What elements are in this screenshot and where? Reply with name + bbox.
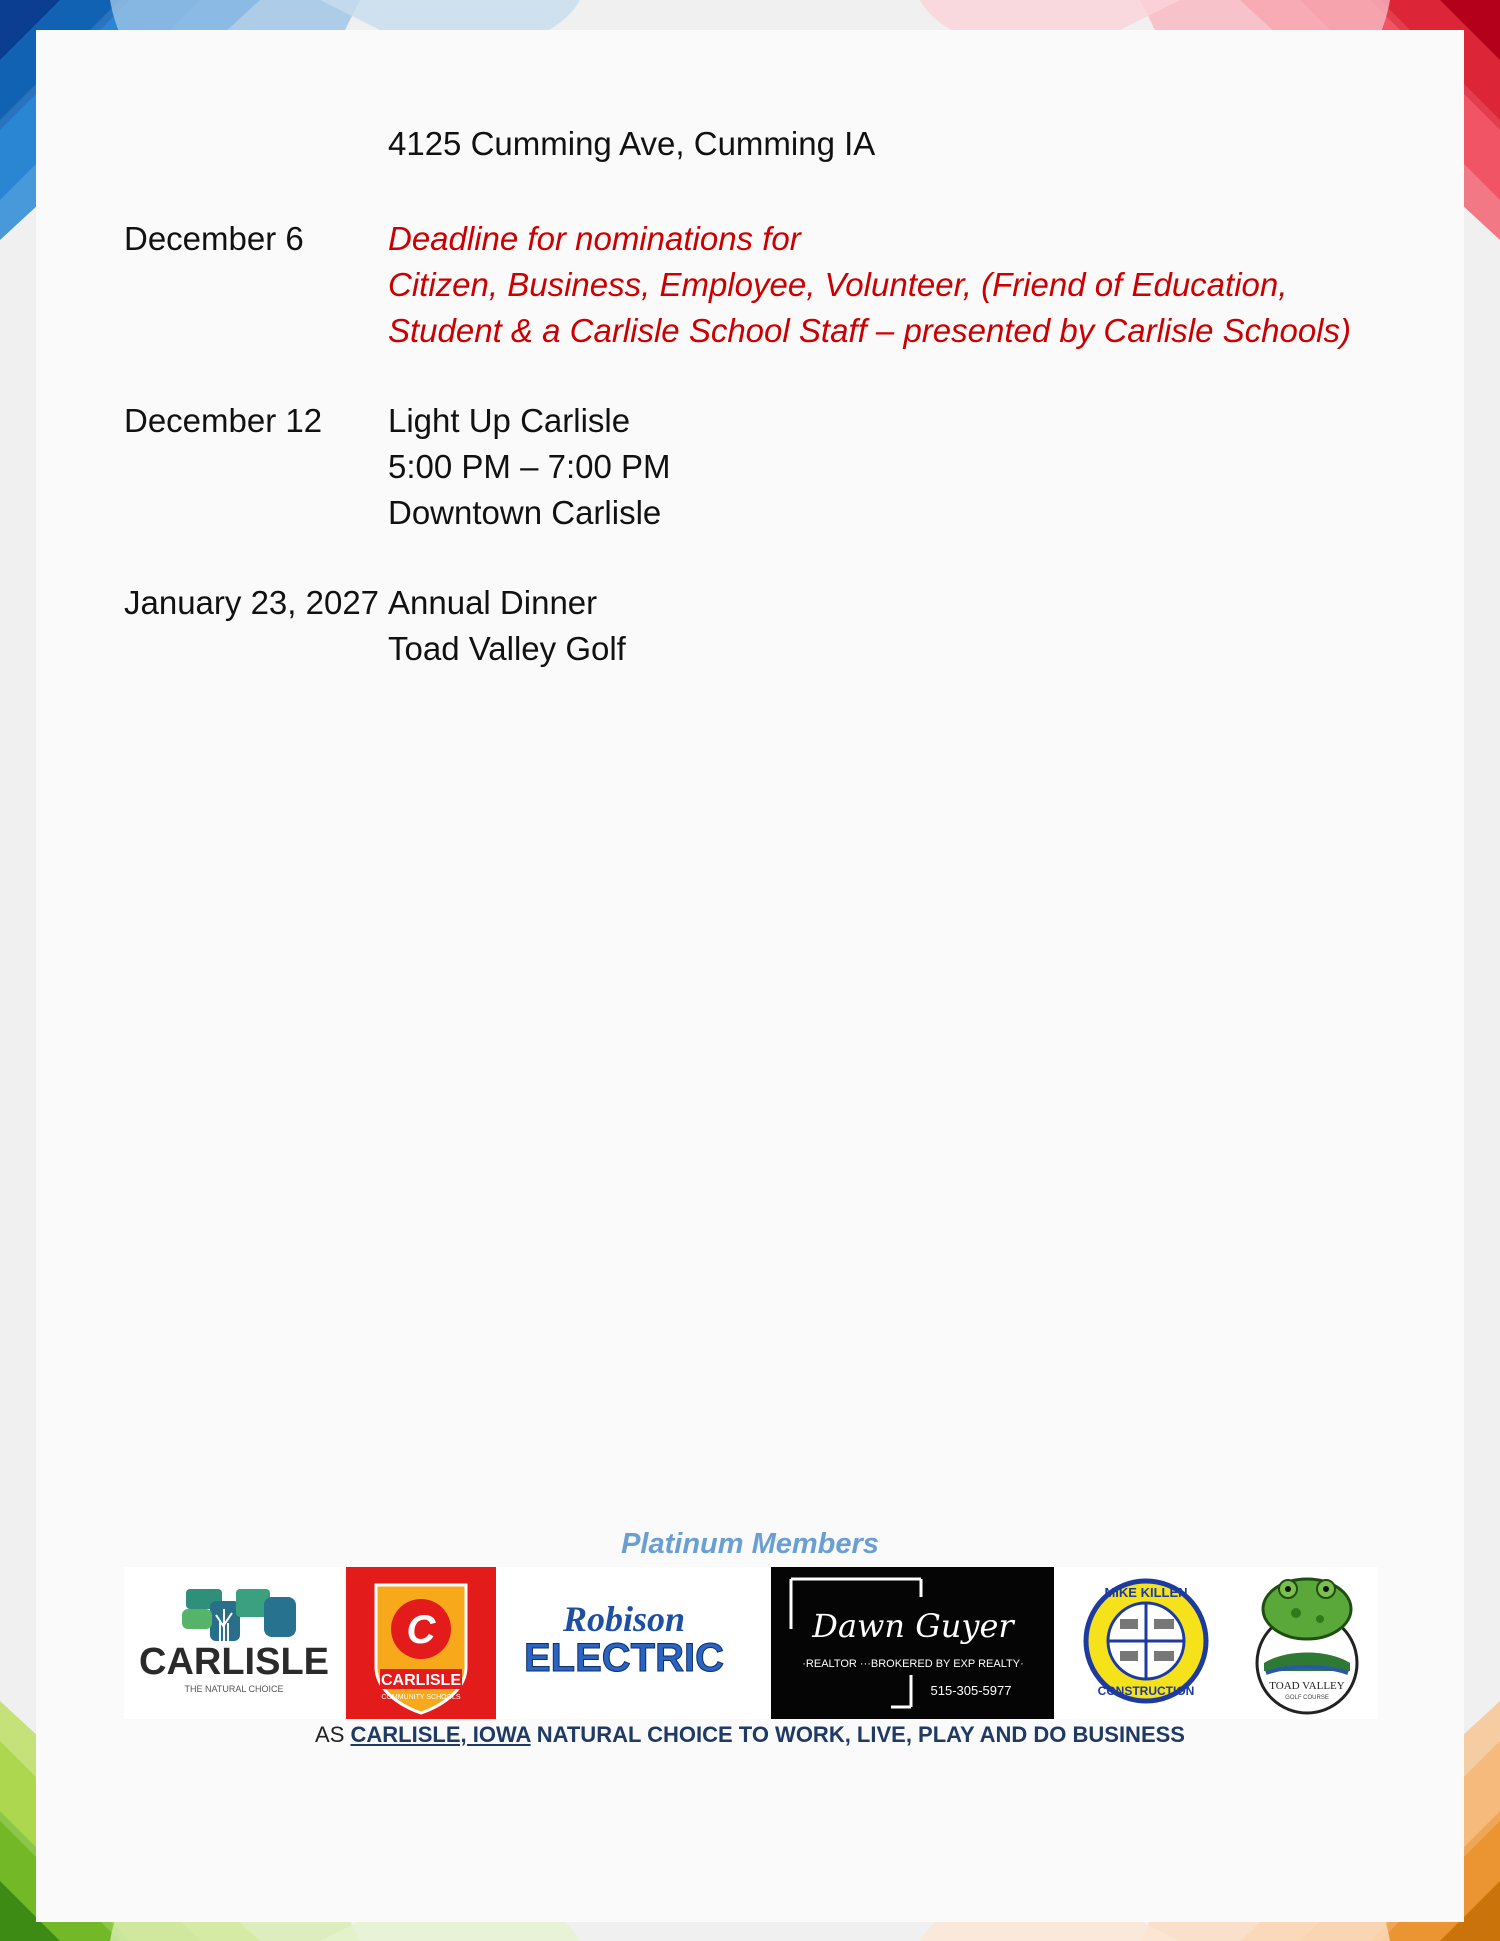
platinum-members-heading: Platinum Members (621, 1528, 879, 1560)
event-address: 4125 Cumming Ave, Cumming IA (388, 125, 876, 162)
event-details (388, 580, 1388, 672)
event-date: January 23, 2027 (124, 584, 380, 621)
svg-text:COMMUNITY SCHOOLS: COMMUNITY SCHOOLS (381, 1694, 461, 1701)
carlisle-schools-logo[interactable] (346, 1567, 496, 1719)
tagline-prefix: AS (315, 1722, 345, 1747)
svg-text:·REALTOR ···BROKERED BY EXP RE: ·REALTOR ···BROKERED BY EXP REALTY· (802, 1658, 1024, 1670)
event-detail-line: Citizen, Business, Employee, Volunteer, (Friend of Education, (388, 266, 1288, 303)
svg-text:CONSTRUCTION: CONSTRUCTION (1097, 1684, 1195, 1698)
svg-text:C: C (406, 1608, 436, 1652)
event-date: December 12 (124, 402, 323, 439)
event-detail-line: Light Up Carlisle (388, 402, 631, 439)
sponsor-logo-strip (124, 1567, 1378, 1719)
svg-text:ELECTRIC: ELECTRIC (524, 1636, 724, 1680)
svg-text:515-305-5977: 515-305-5977 (930, 1683, 1012, 1698)
event-detail-line: 5:00 PM – 7:00 PM (388, 448, 671, 485)
svg-text:TOAD VALLEY: TOAD VALLEY (1269, 1680, 1345, 1692)
svg-text:MIKE KILLEN: MIKE KILLEN (1104, 1585, 1188, 1600)
svg-text:THE NATURAL CHOICE: THE NATURAL CHOICE (184, 1684, 284, 1694)
mike-killen-construction-logo[interactable] (1066, 1567, 1226, 1719)
svg-text:CARLISLE: CARLISLE (381, 1672, 461, 1689)
robison-electric-logo[interactable] (504, 1567, 754, 1719)
event-detail-line: Deadline for nominations for (388, 220, 801, 257)
event-date: December 6 (124, 220, 304, 257)
svg-text:GOLF COURSE: GOLF COURSE (1285, 1695, 1329, 1701)
dawn-guyer-logo[interactable] (771, 1567, 1054, 1719)
svg-text:CARLISLE: CARLISLE (139, 1641, 329, 1683)
event-details (388, 398, 1388, 536)
footer-tagline (0, 1722, 1500, 1748)
toad-valley-logo[interactable] (1236, 1567, 1378, 1719)
svg-text:Dawn Guyer: Dawn Guyer (812, 1607, 1014, 1645)
event-detail-line: Toad Valley Golf (388, 630, 626, 667)
carlisle-iowa-link[interactable]: CARLISLE, IOWA (350, 1722, 531, 1747)
event-detail-line: Downtown Carlisle (388, 494, 662, 531)
tagline-suffix: NATURAL CHOICE TO WORK, LIVE, PLAY AND DO BUSINESS (536, 1722, 1185, 1747)
event-details (388, 216, 1388, 354)
carlisle-logo[interactable] (124, 1567, 344, 1719)
event-detail-line: Annual Dinner (388, 584, 598, 621)
event-detail-line: Student & a Carlisle School Staff – presented by Carlisle Schools) (388, 312, 1351, 349)
svg-text:Robison: Robison (562, 1599, 686, 1639)
